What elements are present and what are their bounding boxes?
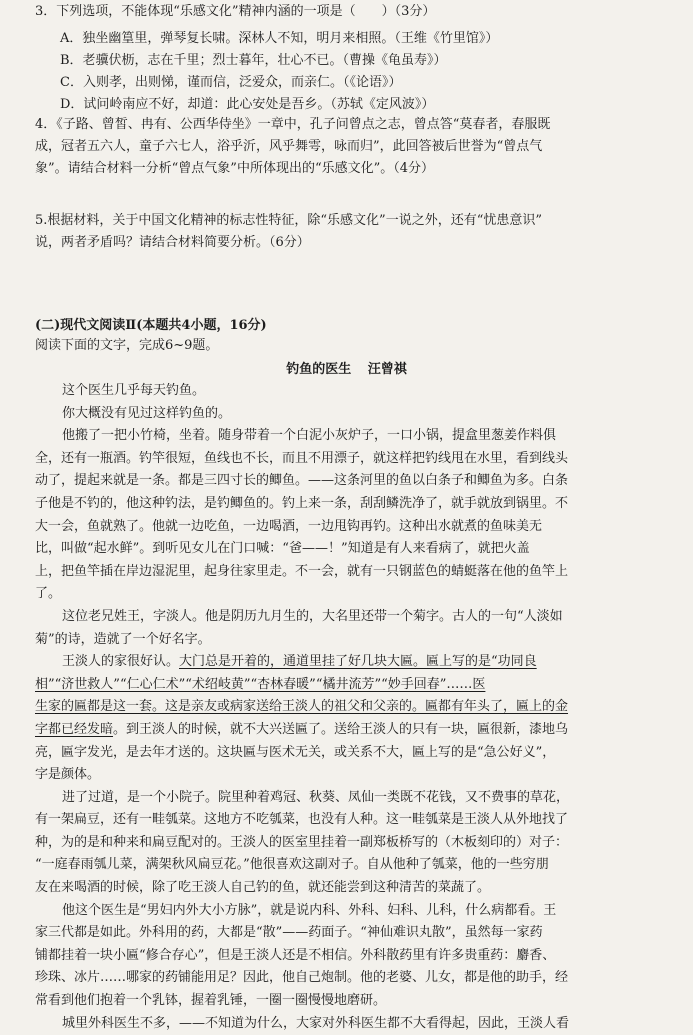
article-line: [0, 764, 693, 787]
article-line-text: 王淡人的家很好认。: [62, 654, 180, 670]
article-line: [0, 922, 693, 945]
article-line-text: 全，还有一瓶酒。钓竿很短，鱼线也不长，而且不用漂子，就这样把钓线甩在水里，看到线头: [35, 450, 569, 466]
section-heading: (二)现代文阅读Ⅱ(本题共4小题，16分): [35, 318, 267, 333]
article-line-text: 动了，提起来就是一条。都是三四寸长的鲫鱼。——这条河里的鱼以白条子和鲫鱼为多。白条: [35, 473, 569, 489]
article-line: [0, 470, 693, 493]
question-4: [0, 114, 693, 180]
question-4-line: 成，冠者五六人，童子六七人，浴乎沂，风乎舞雩，咏而归”，此回答被后世誉为“曾点气: [35, 139, 543, 154]
article-line-text: 这个医生几乎每天钓鱼。: [62, 383, 206, 398]
article-title: 钓鱼的医生: [286, 362, 352, 377]
article-line-text: 家三代都是如此。外科用的药，大都是“散”——药面子。“神仙难识丸散”，虽然每一家药: [35, 925, 543, 941]
article-line-text: 。到王淡人的时候，就不大兴送匾了。送给王淡人的只有一块，匾很新，漆地乌: [113, 721, 569, 737]
article-line: [0, 380, 693, 403]
underlined-text: 相”“济世救人”“仁心仁术”“术绍岐黄”“杏林春暖”“橘井流芳”“妙手回春”……医: [35, 676, 486, 692]
article-line: [0, 493, 693, 516]
question-4-line: 4．《子路、曾皙、冉有、公西华侍坐》一章中，孔子问曾点之志，曾点答“莫春者，春服既: [35, 117, 551, 132]
article-line: [0, 945, 693, 968]
article-line: [0, 448, 693, 471]
article-title-line: [0, 358, 693, 377]
question-3-options: [0, 28, 693, 116]
article-line-text: 他搬了一把小竹椅，坐着。随身带着一个白泥小灰炉子，一口小锅，提盒里葱姜作料俱: [62, 428, 557, 444]
article-line: [0, 990, 693, 1013]
article-line-text: 种，为的是和种来和扁豆配对的。王淡人的医室里挂着一副郑板桥写的（木板刻印的）对子：: [35, 834, 569, 850]
article-line: [0, 854, 693, 877]
article-line: [0, 696, 693, 719]
article-line-text: 亮，匾字发光，是去年才送的。这块匾与医术无关，或关系不大，匾上写的是“急公好义”，: [35, 744, 556, 760]
article-line-text: 你大概没有见过这样钓鱼的。: [62, 405, 232, 421]
article-line-text: 珍珠、冰片……哪家的药铺能用足？因此，他自己炮制。他的老婆、儿女，都是他的助手，经: [35, 970, 569, 986]
article-line: [0, 606, 693, 629]
question-3-stem: 3．下列选项，不能体现“乐感文化”精神内涵的一项是（ ）（3分）: [35, 4, 436, 19]
article-line: [0, 1013, 693, 1035]
article-author: 汪曾祺: [367, 362, 407, 377]
article-line-text: 这位老兄姓王，字淡人。他是阴历九月生的，大名里还带一个菊字。古人的一句“人淡如: [62, 608, 563, 624]
article-line-text: 城里外科医生不多，——不知道为什么，大家对外科医生都不大看得起，因此，王淡人看: [62, 1015, 570, 1031]
article-line: [0, 742, 693, 765]
article-body: [0, 380, 693, 1035]
underlined-text: 生家的匾都是这一套。这是亲友或病家送给王淡人的祖父和父亲的。匾都有年头了，匾上的金: [35, 699, 569, 715]
question-5: [0, 210, 693, 254]
article-line-text: 友在来喝酒的时候，除了吃王淡人自己钓的鱼，就还能尝到这种清苦的菜蔬了。: [35, 880, 491, 896]
question-4-line: 象”。请结合材料一分析“曾点气象”中所体现出的“乐感文化”。（4分）: [35, 161, 435, 176]
article-line-text: 他这个医生是“男妇内外大小方脉”，就是说内科、外科、妇科、儿科，什么病都看。王: [62, 902, 557, 918]
article-line: [0, 583, 693, 606]
underlined-text: 字都已经发暗: [35, 721, 114, 737]
article-line-text: 比，叫做“起水鲜”。到听见女儿在门口喊：“爸——！”知道是有人来看病了，就把火盖: [35, 541, 530, 557]
article-line-text: 子他是不钓的，他这种钓法，是钓鲫鱼的。钓上来一条，刮刮鳞洗净了，就手就放到锅里。不: [35, 495, 569, 511]
article-line: [0, 832, 693, 855]
article-line: [0, 516, 693, 539]
article-line: [0, 403, 693, 426]
option-c: C．入则孝，出则悌，谨而信，泛爱众，而亲仁。（《论语》）: [60, 75, 402, 90]
option-d: D．试问岭南应不好，却道：此心安处是吾乡。（苏轼《定风波》）: [60, 97, 435, 112]
article-line: [0, 877, 693, 900]
article-line-text: 铺都挂着一块小匾“修合存心”，但是王淡人还是不相信。外科散药里有许多贵重药：麝香、: [35, 947, 556, 963]
article-line-text: 有一架扁豆，还有一畦瓠菜。这地方不吃瓠菜，也没有人种。这一畦瓠菜是王淡人从外地找了: [35, 812, 569, 828]
article-line-text: 了。: [35, 586, 62, 602]
article-line: [0, 787, 693, 810]
question-5-line: 说，两者矛盾吗？请结合材料简要分析。（6分）: [35, 235, 310, 250]
article-line: [0, 809, 693, 832]
article-line-text: 字是颜体。: [35, 767, 101, 783]
article-line-text: 菊”的诗，造就了一个好名字。: [35, 631, 211, 647]
article-line-text: 大一会，鱼就熟了。他就一边吃鱼，一边喝酒，一边甩钩再钓。这种出水就煮的鱼味美无: [35, 518, 543, 534]
article-line: [0, 900, 693, 923]
article-line: [0, 719, 693, 742]
section-header: [0, 316, 693, 356]
article-line: [0, 538, 693, 561]
article-line-text: “一庭春雨瓠儿菜，满架秋风扁豆花。”他很喜欢这副对子。自从他种了瓠菜，他的一些穷朋: [35, 857, 549, 873]
option-a: A．独坐幽篁里，弹琴复长啸。深林人不知，明月来相照。（王维《竹里馆》）: [60, 31, 499, 46]
article-line: [0, 561, 693, 584]
article-line: [0, 651, 693, 674]
article-line-text: 进了过道，是一个小院子。院里种着鸡冠、秋葵、凤仙一类既不花钱，又不费事的草花，: [62, 789, 570, 805]
article-line-text: 上，把鱼竿插在岸边湿泥里，起身往家里走。不一会，就有一只钢蓝色的蜻蜓落在他的鱼竿上: [35, 563, 569, 579]
article-line: [0, 629, 693, 652]
section-instruction: 阅读下面的文字，完成6~9题。: [35, 338, 219, 353]
article-line-text: 常看到他们抱着一个乳钵，握着乳锤，一圈一圈慢慢地磨研。: [35, 993, 387, 1009]
underlined-text: 大门总是开着的，通道里挂了好几块大匾。匾上写的是“功同良: [179, 654, 537, 670]
option-b: B．老骥伏枥，志在千里；烈士暮年，壮心不已。（曹操《龟虽寿》）: [60, 53, 447, 68]
article-line: [0, 674, 693, 697]
article-line: [0, 425, 693, 448]
question-5-line: 5.根据材料，关于中国文化精神的标志性特征，除“乐感文化”一说之外，还有“忧患意识”: [35, 213, 542, 228]
